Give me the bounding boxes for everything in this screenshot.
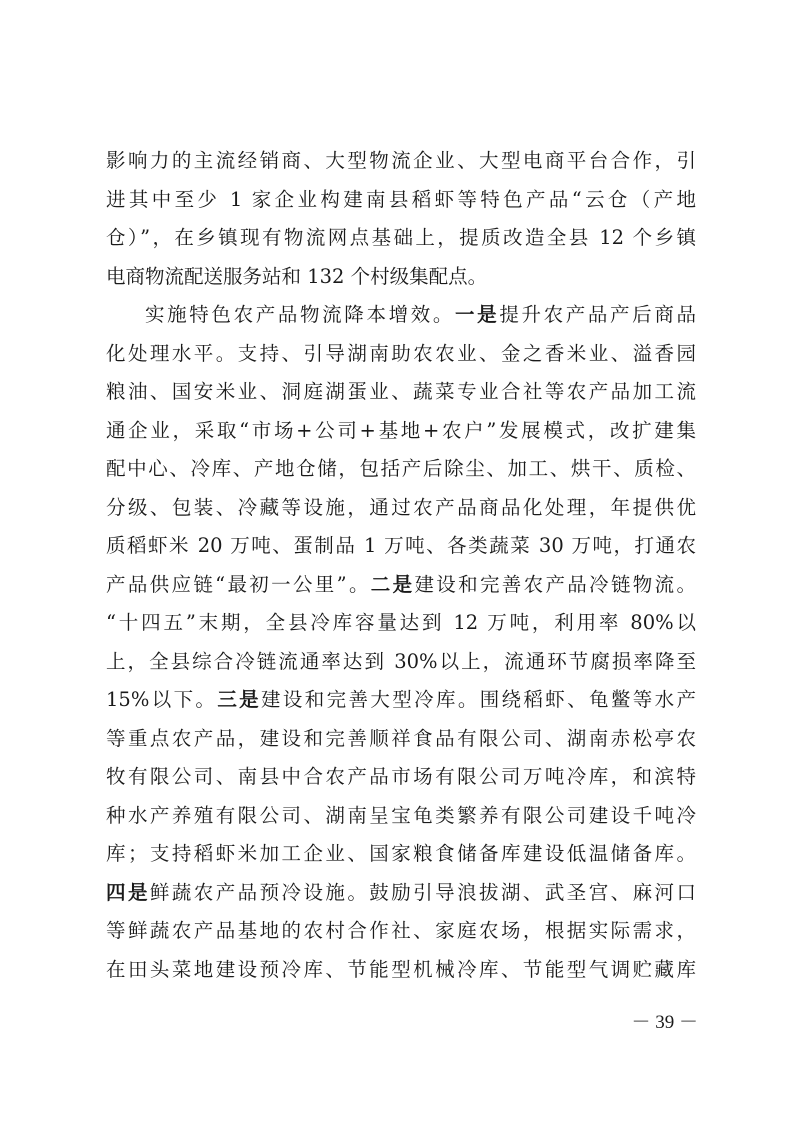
text-line [106, 296, 696, 335]
text-line: 粮油、国安米业、洞庭湖蛋业、蔬菜专业合社等农产品加工流 [106, 380, 696, 403]
text-line: 通企业，采取“市场+公司+基地+农户”发展模式，改扩建集 [106, 418, 696, 442]
text-line: 种水产养殖有限公司、湖南呈宝龟类繁养有限公司建设千吨冷 [106, 803, 696, 827]
point-label: 三是 [217, 688, 262, 711]
text-run: 建设和完善大型冷库。围绕稻虾、龟鳖等水产 [261, 688, 696, 711]
text-line [106, 566, 696, 605]
text-line: 库；支持稻虾米加工企业、国家粮食储备库建设低温储备库。 [106, 842, 696, 865]
text-line: 等重点农产品，建设和完善顺祥食品有限公司、湖南赤松亭农 [106, 726, 696, 750]
text-line: 影响力的主流经销商、大型物流企业、大型电商平台合作，引 [106, 149, 696, 172]
text-line: 电商物流配送服务站和 132 个村级集配点。 [106, 264, 488, 288]
text-line: 分级、包装、冷藏等设施，通过农产品商品化处理，年提供优 [106, 495, 696, 519]
text-line [106, 874, 696, 913]
point-label: 二是 [370, 572, 415, 596]
text-line [106, 681, 696, 720]
point-label: 一是 [455, 303, 500, 326]
document-body [106, 142, 696, 989]
text-line: “十四五”末期，全县冷库容量达到 12 万吨，利用率 80%以 [106, 611, 696, 634]
text-line: 牧有限公司、南县中合农产品市场有限公司万吨冷库，和滨特 [106, 765, 696, 788]
point-label: 四是 [106, 880, 150, 904]
text-line: 配中心、冷库、产地仓储，包括产后除尘、加工、烘干、质检、 [106, 457, 696, 480]
text-line: 进其中至少 1 家企业构建南县稻虾等特色产品“云仓（产地 [106, 187, 696, 211]
text-run: 建设和完善农产品冷链物流。 [414, 572, 696, 596]
text-run: 15%以下。 [106, 688, 218, 711]
text-line: 在田头菜地建设预冷库、节能型机械冷库、节能型气调贮藏库 [106, 957, 696, 981]
text-line: 仓）”，在乡镇现有物流网点基础上，提质改造全县 12 个乡镇 [106, 226, 696, 249]
text-line: 质稻虾米 20 万吨、蛋制品 1 万吨、各类蔬菜 30 万吨，打通农 [106, 534, 696, 557]
text-line: 等鲜蔬农产品基地的农村合作社、家庭农场，根据实际需求， [106, 919, 696, 942]
text-run: 产品供应链“最初一公里”。 [106, 572, 371, 596]
text-line: 化处理水平。支持、引导湖南助农农业、金之香米业、溢香园 [106, 341, 696, 365]
paragraph-heading: 实施特色农产品物流降本增效。 [145, 303, 456, 326]
text-line: 上，全县综合冷链流通率达到 30%以上，流通环节腐损率降至 [106, 649, 696, 673]
text-run: 鲜蔬农产品预冷设施。鼓励引导浪拔湖、武圣宫、麻河口 [149, 880, 696, 904]
page-number: － 39 － [631, 1012, 698, 1033]
text-run: 提升农产品产后商品 [499, 303, 696, 326]
